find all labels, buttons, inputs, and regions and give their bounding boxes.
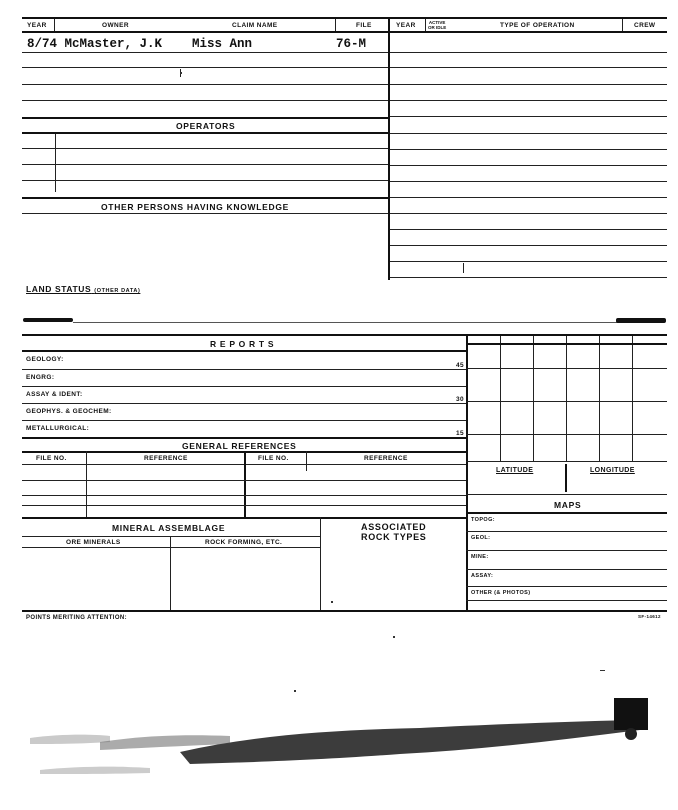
- coords-divider: [565, 464, 567, 492]
- grid-hline: [466, 461, 667, 462]
- grid-vline: [599, 336, 600, 462]
- operation-row-line: [390, 261, 667, 262]
- rock-types-label: ROCK TYPES: [361, 532, 427, 542]
- col-reference-2: REFERENCE: [364, 455, 408, 462]
- operators-row-line: [22, 164, 388, 165]
- operators-col-divider: [55, 134, 56, 192]
- maps-assay: ASSAY:: [471, 573, 494, 579]
- maps-mine: MINE:: [471, 554, 489, 560]
- header-file-label: FILE: [356, 22, 372, 29]
- mineral-subheader-line: [22, 536, 320, 537]
- col-rock-forming: ROCK FORMING, ETC.: [205, 539, 283, 546]
- operation-row-line: [390, 245, 667, 246]
- operation-row-line: [390, 165, 667, 166]
- typed-claim-name: Miss Ann: [192, 37, 253, 51]
- report-row-line: [22, 369, 466, 370]
- form-number: SF-14612: [638, 614, 661, 619]
- maps-topog: TOPOG:: [471, 517, 495, 523]
- gen-ref-row-line: [22, 505, 466, 506]
- scan-speck: [600, 670, 605, 671]
- owner-row-line: [22, 100, 388, 101]
- operation-row-line: [390, 116, 667, 117]
- operation-row-line: [390, 100, 667, 101]
- maps-rule: [466, 512, 667, 514]
- or-idle-label: OR IDLE: [428, 25, 447, 30]
- grid-vline: [533, 336, 534, 462]
- mineral-assemblage-heading: MINERAL ASSEMBLAGE: [112, 523, 226, 533]
- owner-row-line: [22, 52, 388, 53]
- reports-heading: R E P O R T S: [210, 339, 275, 349]
- maps-row-line: [466, 586, 667, 587]
- num-30: 30: [456, 396, 465, 403]
- land-status-sublabel: (OTHER DATA): [94, 288, 141, 294]
- operation-row-line: [390, 133, 667, 134]
- operation-row-line: [390, 213, 667, 214]
- scan-artifact-smudge: [0, 690, 678, 800]
- operation-row-line: [390, 277, 667, 278]
- grid-vline: [566, 336, 567, 462]
- gen-ref-col-divider: [86, 451, 87, 517]
- col-file-no-2: FILE NO.: [258, 455, 289, 462]
- header-owner-label: OWNER: [102, 22, 129, 29]
- gen-ref-col-divider: [244, 451, 246, 517]
- maps-row-line: [466, 550, 667, 551]
- latitude-label: LATITUDE: [496, 467, 534, 474]
- separator-blot-right: [616, 318, 666, 323]
- operation-row-line: [390, 52, 667, 53]
- scan-speck: [331, 601, 333, 603]
- owner-row-line: [22, 84, 388, 85]
- grid-hline: [466, 434, 667, 435]
- active-label: ACTIVE: [428, 20, 446, 25]
- maps-row-line: [466, 569, 667, 570]
- reports-top-rule: [22, 334, 667, 336]
- other-persons-heading: OTHER PERSONS HAVING KNOWLEDGE: [101, 202, 290, 212]
- operation-inner-tick: [463, 263, 464, 273]
- scan-speck: [294, 690, 296, 692]
- typed-file: 76-M: [336, 37, 367, 51]
- report-geology: GEOLOGY:: [26, 356, 64, 363]
- typed-year-owner: 8/74 McMaster, J.K: [27, 37, 163, 51]
- gen-ref-row-line: [22, 480, 466, 481]
- separator-blot-left: [23, 318, 73, 322]
- num-15: 15: [456, 430, 465, 437]
- operation-row-line: [390, 229, 667, 230]
- coords-bottom-line: [466, 494, 667, 495]
- land-status-heading: [26, 284, 140, 294]
- mineral-subheader-line: [22, 547, 320, 548]
- grid-hline: [466, 368, 667, 369]
- associated-rock-types-heading: [361, 522, 427, 542]
- operators-heading: OPERATORS: [176, 121, 236, 131]
- associated-label: ASSOCIATED: [361, 522, 427, 532]
- separator-line: [73, 322, 618, 323]
- operation-row-line: [390, 181, 667, 182]
- owner-row-line: [22, 67, 388, 68]
- header-claim-name-label: CLAIM NAME: [232, 22, 278, 29]
- mineral-col-divider: [320, 517, 321, 610]
- operators-row-line: [22, 180, 388, 181]
- scan-speck: [393, 636, 395, 638]
- operators-top-rule: [22, 117, 388, 119]
- other-persons-top-rule: [22, 197, 388, 199]
- grid-vline: [632, 336, 633, 462]
- reports-heading-rule: [22, 350, 467, 352]
- operation-row-line: [390, 197, 667, 198]
- report-row-line: [22, 386, 466, 387]
- mineral-top-rule: [22, 517, 466, 519]
- header-crew-label: CREW: [634, 22, 656, 29]
- header-divider-active: [425, 19, 426, 31]
- general-references-heading: GENERAL REFERENCES: [182, 441, 297, 451]
- longitude-label: LONGITUDE: [590, 467, 635, 474]
- header-divider-year: [54, 19, 55, 31]
- general-references-top-rule: [22, 437, 466, 439]
- maps-row-line: [466, 600, 667, 601]
- header-year-label: YEAR: [27, 22, 47, 29]
- gen-ref-row-line: [22, 495, 466, 496]
- land-status-label: LAND STATUS: [26, 284, 92, 294]
- maps-row-line: [466, 531, 667, 532]
- report-row-line: [22, 403, 466, 404]
- col-file-no-1: FILE NO.: [36, 455, 67, 462]
- grid-hline: [466, 401, 667, 402]
- maps-other: OTHER (& PHOTOS): [471, 590, 531, 596]
- report-row-line: [22, 420, 466, 421]
- operation-row-line: [390, 84, 667, 85]
- report-geophys: GEOPHYS. & GEOCHEM:: [26, 408, 112, 415]
- maps-geol: GEOL:: [471, 535, 491, 541]
- operators-row-line: [22, 148, 388, 149]
- col-reference-1: REFERENCE: [144, 455, 188, 462]
- mineral-bottom-rule: [22, 610, 667, 612]
- num-45: 45: [456, 362, 465, 369]
- maps-heading: MAPS: [554, 500, 582, 510]
- header-year2-label: YEAR: [396, 22, 416, 29]
- grid-top-line: [466, 343, 667, 345]
- operation-row-line: [390, 149, 667, 150]
- header-divider-file: [335, 19, 336, 31]
- top-border: [22, 17, 667, 19]
- report-engrg: ENGRG:: [26, 374, 55, 381]
- header-type-of-operation-label: TYPE OF OPERATION: [500, 22, 575, 29]
- operation-row-line: [390, 67, 667, 68]
- header-divider-crew: [622, 19, 623, 31]
- header-underline: [22, 31, 667, 33]
- grid-vline: [500, 336, 501, 462]
- other-persons-bottom-rule: [22, 213, 388, 214]
- gen-ref-col-divider: [306, 451, 307, 471]
- operators-bottom-rule: [22, 132, 388, 134]
- points-meriting-attention-label: POINTS MERITING ATTENTION:: [26, 615, 128, 621]
- header-active-idle-label: [428, 20, 446, 30]
- mineral-inner-divider: [170, 536, 171, 610]
- report-metallurgical: METALLURGICAL:: [26, 425, 90, 432]
- scan-speck: [180, 72, 182, 74]
- report-assay: ASSAY & IDENT:: [26, 391, 83, 398]
- col-ore-minerals: ORE MINERALS: [66, 539, 121, 546]
